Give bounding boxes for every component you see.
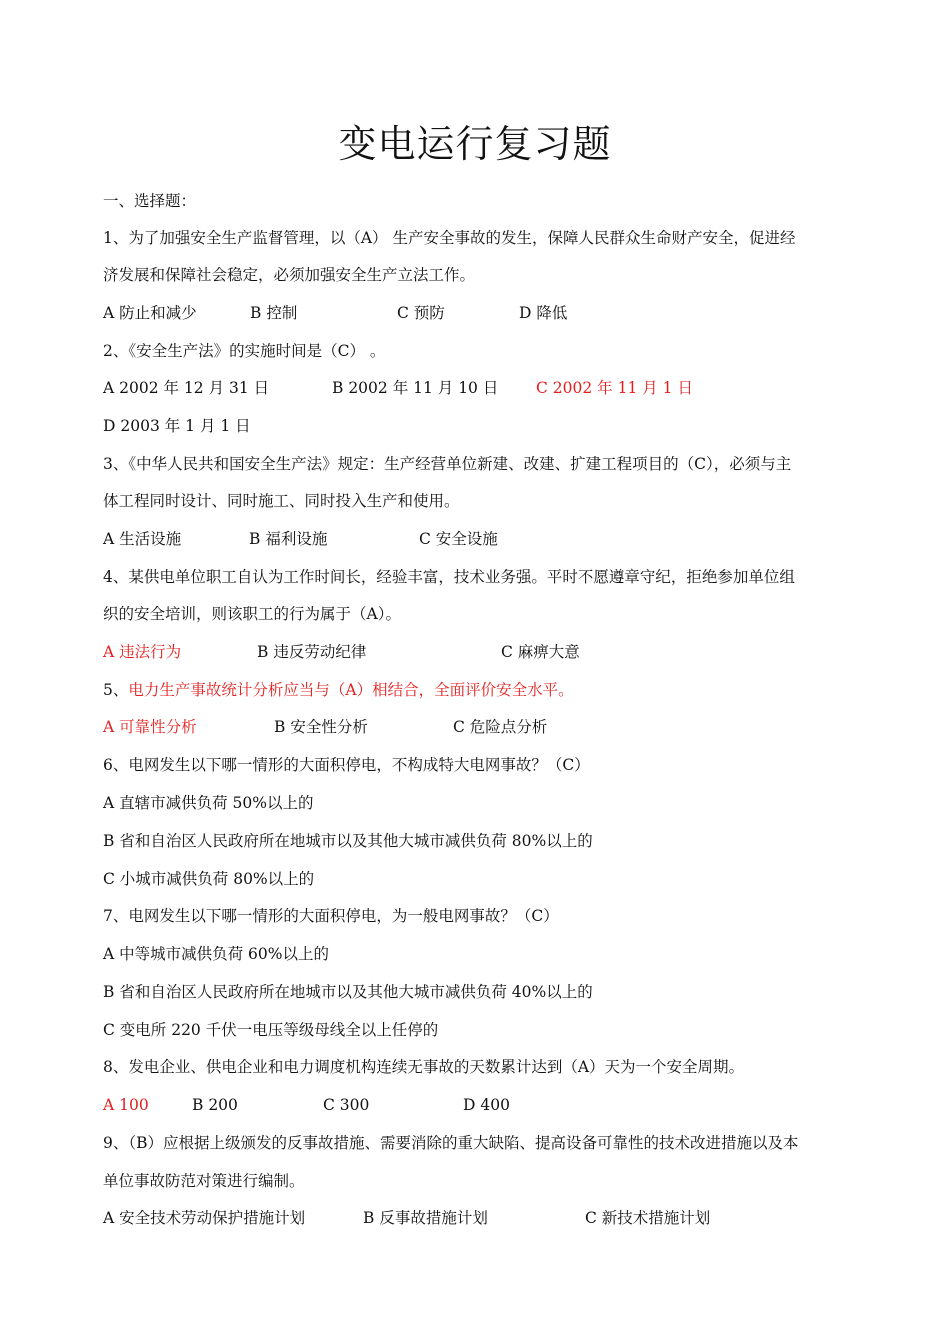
option-b: B 200 [192,1096,238,1114]
question-7-option-c: C 变电所 220 千伏一电压等级母线全以上任停的 [103,1021,439,1039]
option-a-answer: A 违法行为 [103,643,182,661]
option-a: A 生活设施 [103,530,182,548]
question-4-line-2: 织的安全培训，则该职工的行为属于（A）。 [103,605,401,623]
option-c-answer: C 2002 年 11 月 1 日 [536,379,693,397]
option-b: B 控制 [250,304,298,322]
question-6-option-c: C 小城市减供负荷 80%以上的 [103,870,315,888]
option-d: D 400 [463,1096,510,1114]
page-title: 变电运行复习题 [338,122,612,166]
option-c: C 安全设施 [419,530,498,548]
option-a: A 2002 年 12 月 31 日 [103,379,270,397]
option-b: B 反事故措施计划 [363,1209,488,1227]
option-a: A 安全技术劳动保护措施计划 [103,1209,306,1227]
option-a-answer: A 可靠性分析 [103,718,197,736]
option-b: B 违反劳动纪律 [257,643,367,661]
option-a: A 防止和减少 [103,304,197,322]
option-c: C 麻痹大意 [501,643,580,661]
question-7-option-a: A 中等城市减供负荷 60%以上的 [103,945,329,963]
question-8-line-1: 8、发电企业、供电企业和电力调度机构连续无事故的天数累计达到（A）天为一个安全周期。 [103,1058,745,1076]
question-6-line-1: 6、电网发生以下哪一情形的大面积停电，不构成特大电网事故？（C） [103,756,590,774]
question-6-option-a: A 直辖市减供负荷 50%以上的 [103,794,314,812]
question-6-option-b: B 省和自治区人民政府所在地城市以及其他大城市减供负荷 80%以上的 [103,832,593,850]
option-c: C 300 [323,1096,370,1114]
question-7-line-1: 7、电网发生以下哪一情形的大面积停电，为一般电网事故？（C） [103,907,559,925]
option-c: C 预防 [397,304,445,322]
option-d: D 降低 [519,304,568,322]
option-b: B 福利设施 [249,530,328,548]
option-c: C 新技术措施计划 [585,1209,711,1227]
question-3-line-1: 3、《中华人民共和国安全生产法》规定：生产经营单位新建、改建、扩建工程项目的（C），必须与主 [103,455,792,473]
option-b: B 2002 年 11 月 10 日 [332,379,499,397]
question-1-line-2: 济发展和保障社会稳定，必须加强安全生产立法工作。 [103,266,476,284]
option-a-answer: A 100 [103,1096,149,1114]
option-b: B 安全性分析 [274,718,368,736]
question-4-line-1: 4、某供电单位职工自认为工作时间长，经验丰富，技术业务强。平时不愿遵章守纪，拒绝参加单位组 [103,568,795,586]
section-heading: 一、选择题： [103,192,197,210]
option-c: C 危险点分析 [453,718,548,736]
question-5-line-1 [103,679,574,701]
question-2-line-1: 2、《安全生产法》的实施时间是（C） 。 [103,342,386,360]
question-7-option-b: B 省和自治区人民政府所在地城市以及其他大城市减供负荷 40%以上的 [103,983,593,1001]
question-9-line-1: 9、（B）应根据上级颁发的反事故措施、需要消除的重大缺陷、提高设备可靠性的技术改进措施以及本 [103,1134,799,1152]
question-5-number: 5、 [103,681,129,699]
question-1-line-1: 1、为了加强安全生产监督管理，以（A） 生产安全事故的发生，保障人民群众生命财产安全，促进经 [103,229,796,247]
question-2-option-d: D 2003 年 1 月 1 日 [103,417,251,435]
question-3-line-2: 体工程同时设计、同时施工、同时投入生产和使用。 [103,492,460,510]
question-5-text: 电力生产事故统计分析应当与（A）相结合，全面评价安全水平。 [128,681,574,699]
question-9-line-2: 单位事故防范对策进行编制。 [103,1172,305,1190]
